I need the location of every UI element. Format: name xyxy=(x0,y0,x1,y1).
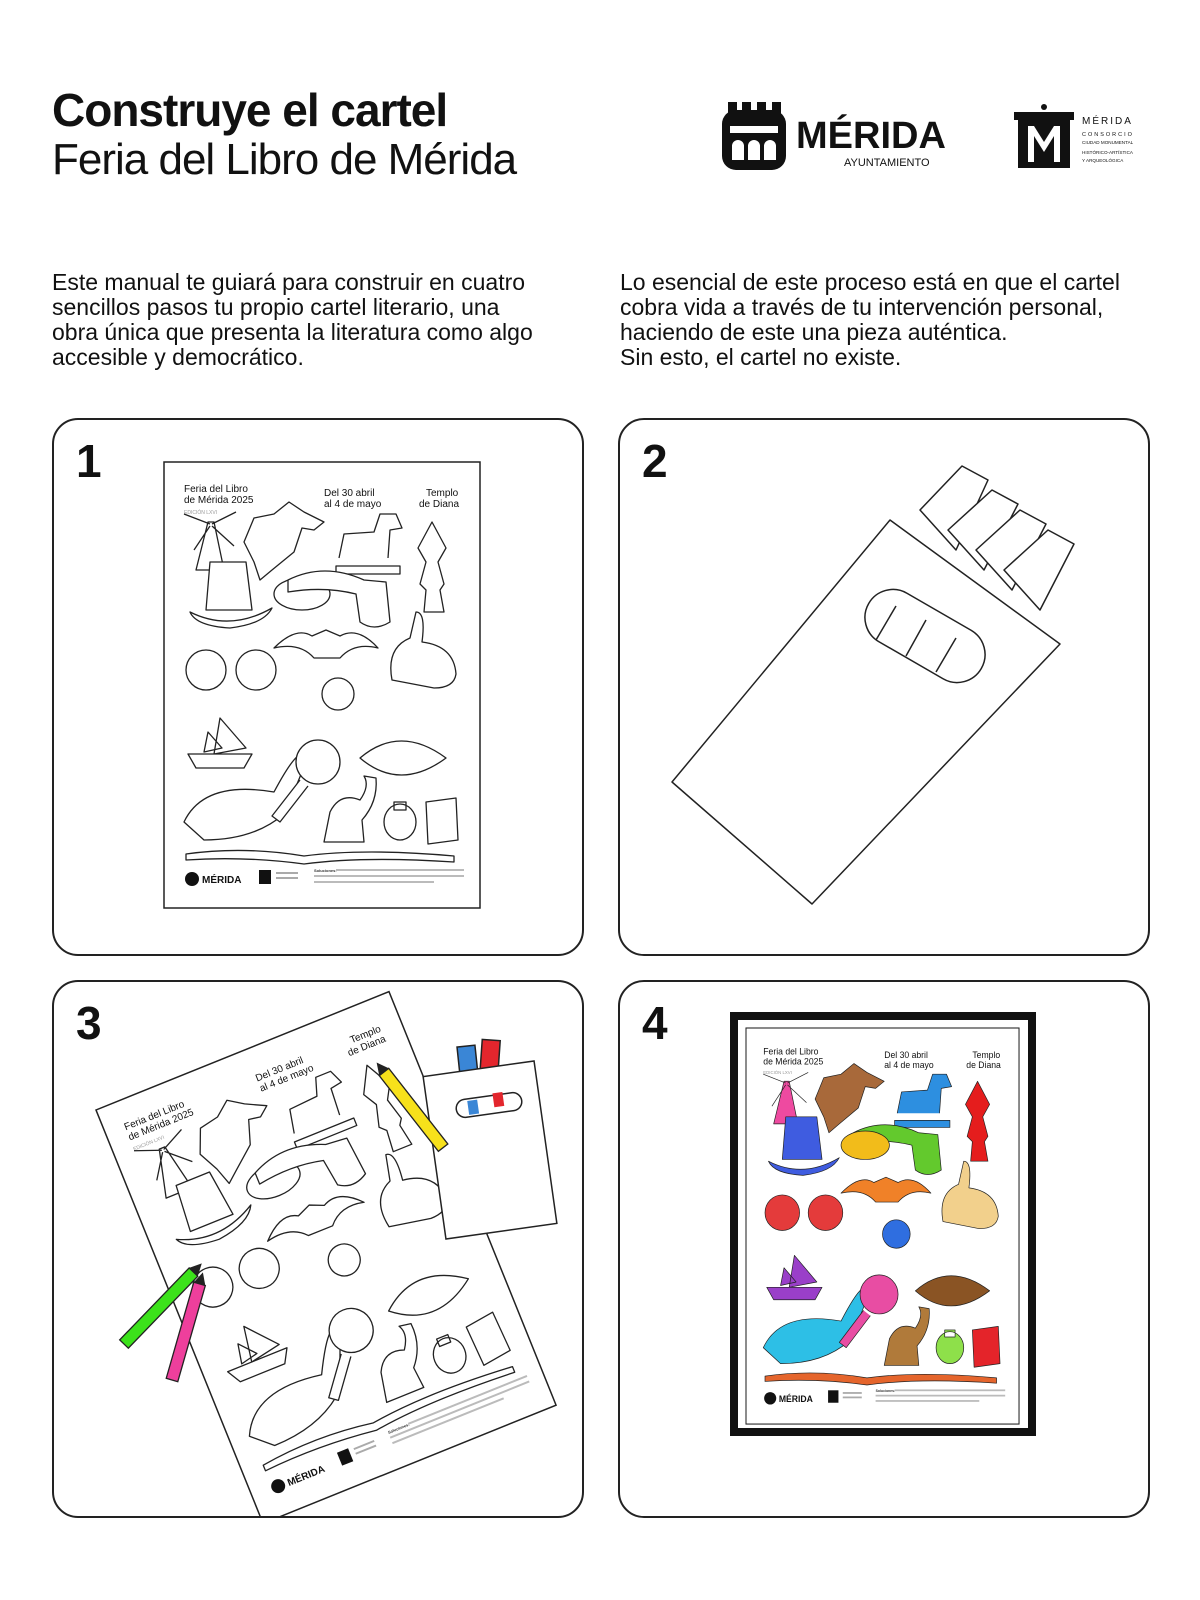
step-3-number: 3 xyxy=(76,997,102,1049)
step-1-poster-illustration xyxy=(54,420,584,956)
colored-poster xyxy=(746,1028,1019,1424)
step-2-number: 2 xyxy=(642,435,668,487)
step-3-coloring-illustration xyxy=(54,982,584,1518)
intro-left xyxy=(52,270,582,370)
step-4-number: 4 xyxy=(642,997,668,1049)
pacifier-icon xyxy=(883,1220,911,1248)
consorcio-emblem-icon xyxy=(1014,104,1074,168)
intro-right-line: Lo esencial de este proceso está en que el cartel xyxy=(620,269,1120,295)
intro-right-line: cobra vida a través de tu intervención personal, xyxy=(620,294,1104,320)
step-1-panel xyxy=(52,418,584,956)
page-title xyxy=(52,86,516,183)
consorcio-line-4: HISTÓRICO-ARTÍSTICA xyxy=(1082,150,1133,155)
book-rose-icon xyxy=(972,1326,1000,1367)
title-line-2: Feria del Libro de Mérida xyxy=(52,134,517,184)
step-3-panel xyxy=(52,980,584,1518)
consorcio-line-3: CIUDAD MONUMENTAL xyxy=(1082,140,1134,145)
consorcio-line-2: CONSORCIO xyxy=(1082,132,1134,138)
title-line-1: Construye el cartel xyxy=(52,84,448,136)
merida-ayuntamiento-logo xyxy=(722,102,962,174)
step-4-panel xyxy=(618,980,1150,1518)
castle-emblem-icon xyxy=(722,102,786,170)
step-2-panel xyxy=(618,418,1150,956)
intro-right-line: Sin esto, el cartel no existe. xyxy=(620,344,902,370)
ayuntamiento-logo-name: MÉRIDA xyxy=(796,115,946,157)
consorcio-line-1: MÉRIDA xyxy=(1082,116,1133,127)
consorcio-line-5: Y ARQUEOLÓGICA xyxy=(1082,158,1124,163)
step-2-crayon-box-illustration xyxy=(620,420,1150,956)
intro-left-line: Este manual te guiará para construir en cuatro xyxy=(52,269,526,295)
consorcio-logo xyxy=(1010,102,1160,174)
step-1-number: 1 xyxy=(76,435,102,487)
intro-right-line: haciendo de este una pieza auténtica. xyxy=(620,319,1008,345)
ring-icon xyxy=(841,1131,889,1159)
intro-left-line: obra única que presenta la literatura como algo xyxy=(52,319,533,345)
intro-right xyxy=(620,270,1150,370)
intro-left-line: accesible y democrático. xyxy=(52,344,304,370)
step-4-framed-poster-illustration xyxy=(620,982,1150,1518)
intro-left-line: sencillos pasos tu propio cartel literario, una xyxy=(52,294,500,320)
crayon-box-icon xyxy=(672,466,1074,904)
ayuntamiento-logo-sub: AYUNTAMIENTO xyxy=(844,157,930,169)
